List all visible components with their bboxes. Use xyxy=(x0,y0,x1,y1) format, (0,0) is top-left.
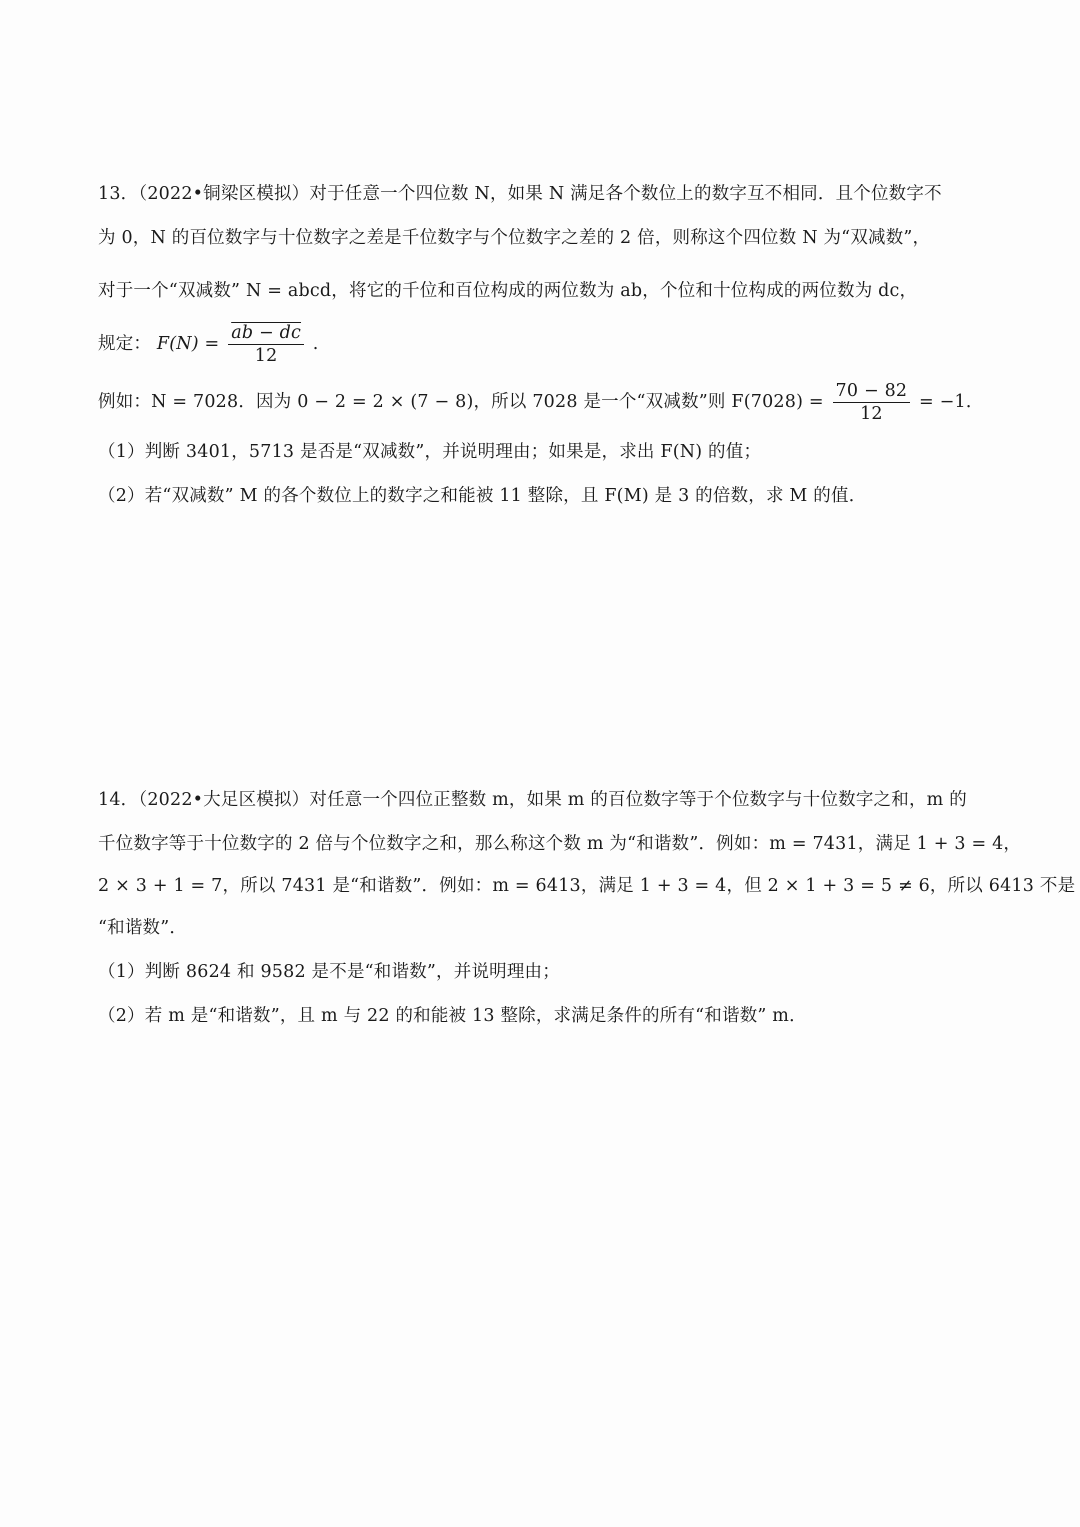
ex-suffix: = −1． xyxy=(919,392,984,412)
p13-line2: 为 0，N 的百位数字与十位数字之差是千位数字与个位数字之差的 2 倍，则称这个四位数 N 为“双减数”， xyxy=(98,228,931,248)
def-lhs: F(N) = xyxy=(156,334,220,354)
p13-line3: 对于一个“双减数” N = abcd，将它的千位和百位构成的两位数为 ab，个位和十位构成的两位数为 dc， xyxy=(98,281,918,301)
def-fraction xyxy=(228,322,304,367)
def-numerator: ab − dc xyxy=(228,322,304,345)
p14-question1: （1）判断 8624 和 9582 是不是“和谐数”，并说明理由； xyxy=(98,962,560,982)
def-suffix: . xyxy=(312,334,319,354)
p14-line2: 千位数字等于十位数字的 2 倍与个位数字之和，那么称这个数 m 为“和谐数”．例如：m = 7431，满足 1 + 3 = 4， xyxy=(98,834,1022,854)
def-denominator: 12 xyxy=(254,346,278,366)
ex-fraction xyxy=(833,380,911,425)
ex-numerator: 70 − 82 xyxy=(833,380,911,403)
p13-question1: （1）判断 3401，5713 是否是“双减数”，并说明理由；如果是，求出 F(N) 的值； xyxy=(98,442,762,462)
p13-question2: （2）若“双减数” M 的各个数位上的数字之和能被 11 整除，且 F(M) 是 3 的倍数，求 M 的值． xyxy=(98,486,867,506)
p14-line3: 2 × 3 + 1 = 7，所以 7431 是“和谐数”．例如：m = 6413，满足 1 + 3 = 4，但 2 × 1 + 3 = 5 ≠ 6，所以 6413 不是 xyxy=(98,876,1076,896)
p13-line1: 13．（2022•铜梁区模拟）对于任意一个四位数 N，如果 N 满足各个数位上的数字互不相同．且个位数字不 xyxy=(98,184,942,204)
p13-example xyxy=(98,380,988,425)
def-prefix: 规定： xyxy=(98,334,152,354)
p14-line1: 14．（2022•大足区模拟）对任意一个四位正整数 m，如果 m 的百位数字等于个位数字与十位数字之和，m 的 xyxy=(98,790,967,810)
p14-question2: （2）若 m 是“和谐数”，且 m 与 22 的和能被 13 整除，求满足条件的所有“和谐数” m． xyxy=(98,1006,807,1026)
ex-prefix: 例如：N = 7028．因为 0 − 2 = 2 × (7 − 8)，所以 7028 是一个“双减数”则 F(7028) = xyxy=(98,392,824,412)
p13-definition xyxy=(98,322,988,367)
p14-line4: “和谐数”． xyxy=(98,918,188,938)
ex-denominator: 12 xyxy=(860,404,883,424)
